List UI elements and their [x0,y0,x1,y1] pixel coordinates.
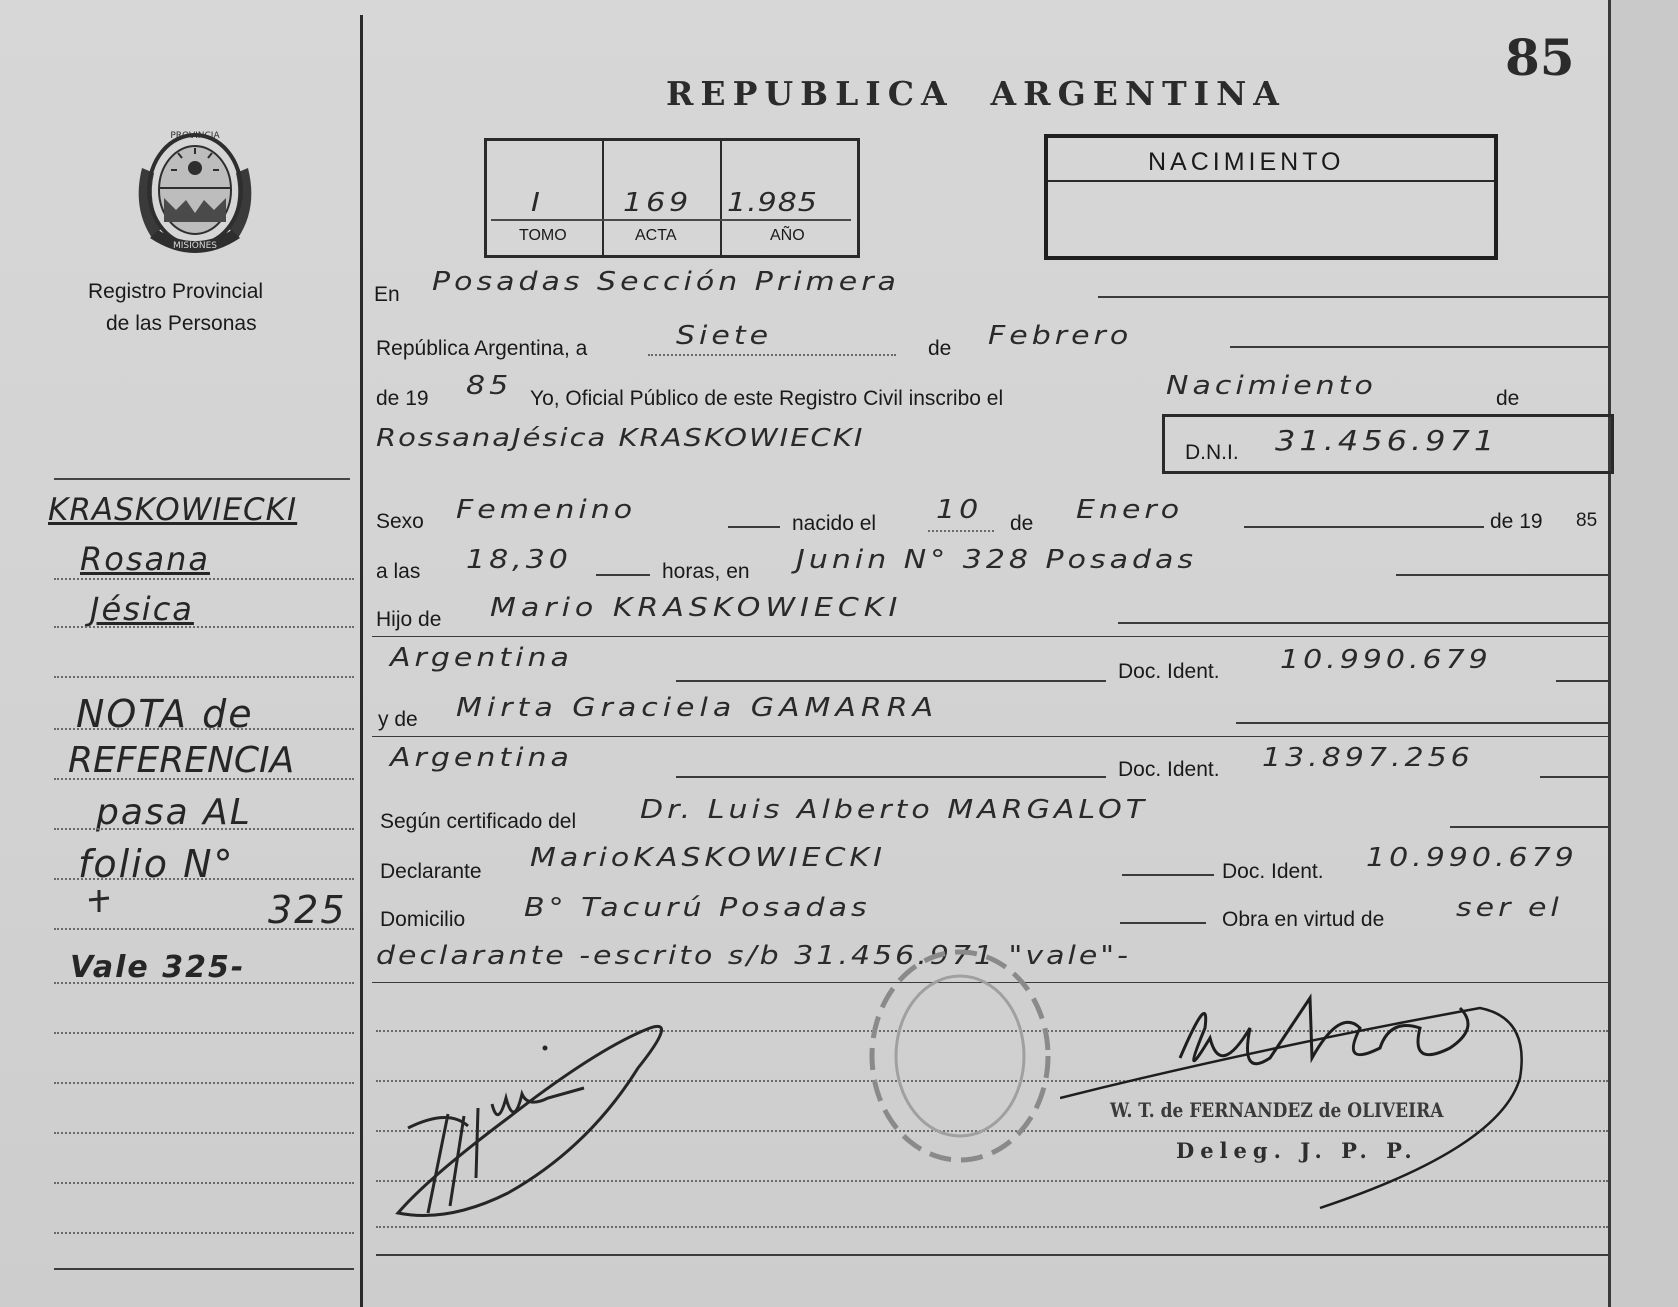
fill-rule [1236,722,1608,724]
registry-name-line2: de las Personas [106,312,257,335]
official-title-stamp: Deleg. J. P. P. [1176,1138,1418,1163]
margin-rule [54,676,354,678]
margin-note-line1: NOTA de [76,692,254,736]
margin-rule [54,878,354,880]
official-name-stamp: W. T. de FERNANDEZ de OLIVEIRA [1110,1098,1444,1122]
margin-note-line4: folio N° [78,842,235,886]
acta-value: 169 [623,188,693,218]
official-statement: Yo, Oficial Público de este Registro Civil inscribo el [530,387,1004,410]
domicile-value: B° Tacurú Posadas [524,893,871,923]
birth-place: Junin N° 328 Posadas [796,545,1198,575]
margin-rule [54,1132,354,1134]
fill-rule [372,736,1608,737]
father-name: Mario KRASKOWIECKI [490,593,903,623]
fill-rule [1556,680,1608,682]
registration-month: Febrero [988,321,1133,351]
act-type-label: NACIMIENTO [1148,148,1345,176]
event-de-label: de [1496,387,1520,410]
declarant-signature [388,1008,668,1228]
margin-rule [54,728,354,730]
fill-rule [1122,874,1214,876]
mother-name: Mirta Graciela GAMARRA [456,693,939,723]
margin-divider [360,15,363,1307]
birth-time: 18,30 [466,545,572,575]
margin-note-folio: 325 [268,888,347,932]
country-title: REPUBLICA ARGENTINA [666,74,1286,113]
margin-vale: Vale 325- [70,950,246,985]
registration-year: 85 [466,371,513,401]
reference-box [484,138,860,258]
declarant-doc-label: Doc. Ident. [1222,860,1324,883]
fill-rule [1118,622,1608,624]
margin-rule [54,1182,354,1184]
fill-rule [372,636,1608,637]
margin-note-line2: REFERENCIA [68,740,295,781]
margin-rule [54,928,354,930]
acta-label: ACTA [635,227,677,244]
place-label: En [374,283,400,306]
anio-value: 1.985 [727,188,818,218]
mother-nationality: Argentina [390,743,573,773]
mother-doc: 13.897.256 [1262,743,1474,773]
margin-rule [54,828,354,830]
declarant-label: Declarante [380,860,482,883]
margin-first-name: Rosana [80,540,210,578]
birth-month: Enero [1076,495,1184,525]
fill-rule [676,776,1106,778]
margin-rule [54,1232,354,1234]
father-label: Hijo de [376,608,442,631]
reason-continuation: declarante -escrito s/b 31.456.971 "vale"- [376,941,1131,971]
margin-surname: KRASKOWIECKI [48,492,298,528]
father-doc: 10.990.679 [1280,645,1492,675]
margin-note-line3: pasa AL [96,792,252,833]
time-label: a las [376,560,421,583]
margin-rule [54,1082,354,1084]
birth-year-label: de 19 [1490,510,1543,533]
birth-year: 85 [1576,510,1598,531]
anio-label: AÑO [770,227,805,244]
margin-rule [54,982,354,984]
fill-rule [928,530,994,532]
date-prefix-label: República Argentina, a [376,337,588,360]
svg-text:MISIONES: MISIONES [172,241,218,251]
fill-rule [1540,776,1608,778]
margin-rule [54,1032,354,1034]
act-type-box [1044,134,1498,260]
year-prefix-label: de 19 [376,387,429,410]
bottom-rule [376,1254,1608,1256]
fill-rule [648,354,896,356]
hours-label: horas, en [662,560,750,583]
margin-rule [54,578,354,580]
date-de-label: de [928,337,952,360]
declarant-doc: 10.990.679 [1366,843,1578,873]
fill-rule [1396,574,1610,576]
tomo-label: TOMO [519,227,567,244]
place-value: Posadas Sección Primera [432,267,900,297]
margin-rule [54,626,354,628]
certificate-label: Según certificado del [380,810,577,833]
dni-box [1162,414,1614,474]
page-edge [1611,0,1678,1307]
official-round-stamp [860,942,1070,1170]
registration-day: Siete [676,321,773,351]
fill-rule [1120,922,1206,924]
fill-rule [728,526,780,528]
born-label: nacido el [792,512,877,535]
fill-rule [1450,826,1610,828]
page-number: 85 [1505,28,1575,87]
provincia-de-misiones-seal-icon [132,118,258,258]
fill-rule [676,680,1106,682]
declarant-name: MarioKASKOWIECKI [530,843,886,873]
certifying-doctor: Dr. Luis Alberto MARGALOT [640,795,1149,825]
fill-rule [1244,526,1484,528]
margin-bottom-rule [54,1268,354,1270]
cross-mark [86,888,112,910]
margin-top-rule [54,478,350,480]
fill-rule [596,574,650,576]
official-signature [1060,968,1560,1218]
sex-label: Sexo [376,510,424,533]
fill-rule [1098,296,1608,298]
mother-doc-label: Doc. Ident. [1118,758,1220,781]
margin-second-name: Jésica [90,590,194,628]
domicile-label: Domicilio [380,908,466,931]
reason-label: Obra en virtud de [1222,908,1385,931]
child-full-name: RossanaJésica KRASKOWIECKI [376,423,865,452]
tomo-value: I [531,188,544,218]
sex-value: Femenino [456,495,637,525]
svg-text:PROVINCIA: PROVINCIA [170,131,220,141]
dni-value: 31.456.971 [1275,424,1499,457]
registry-name-line1: Registro Provincial [88,280,264,303]
birth-de-label: de [1010,512,1034,535]
margin-rule [54,778,354,780]
event-type: Nacimiento [1166,371,1377,401]
mother-label: y de [378,708,418,731]
birth-day: 10 [936,495,983,525]
father-doc-label: Doc. Ident. [1118,660,1220,683]
fill-rule [1230,346,1608,348]
dni-label: D.N.I. [1185,441,1239,464]
reason-value: ser el [1456,893,1563,923]
father-nationality: Argentina [390,643,573,673]
